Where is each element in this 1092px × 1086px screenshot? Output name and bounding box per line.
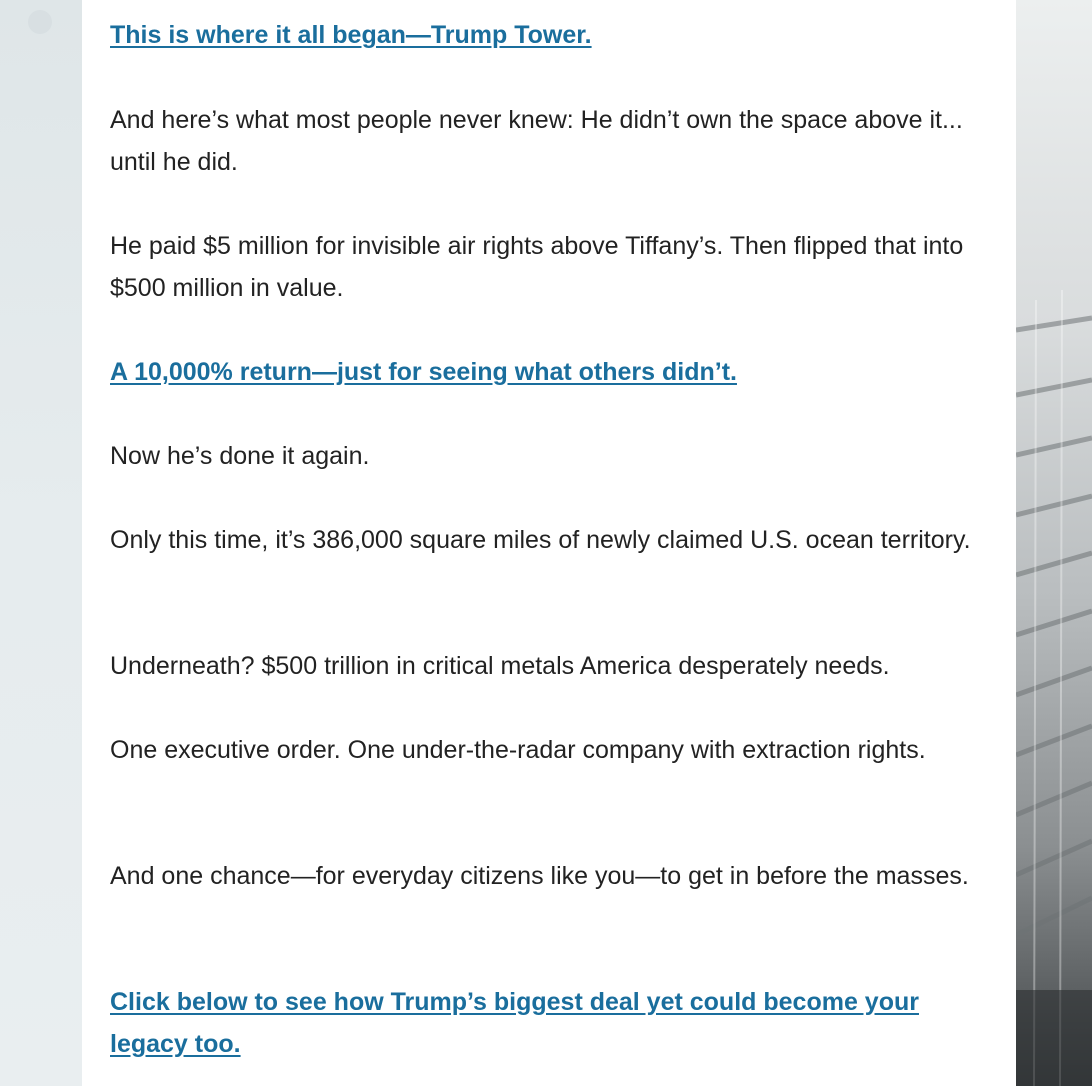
headline-link-block — [110, 14, 990, 56]
background-building-image — [1016, 0, 1092, 1086]
return-link-block — [110, 351, 990, 393]
body-paragraph: And here’s what most people never knew: He didn’t own the space above it... until he did. — [110, 106, 963, 176]
body-paragraph: He paid $5 million for invisible air rights above Tiffany’s. Then flipped that into $500 million in value. — [110, 232, 964, 302]
background-left-panel — [0, 0, 82, 1086]
trump-tower-link[interactable]: This is where it all began—Trump Tower. — [110, 21, 592, 49]
paragraph-executive-order — [110, 729, 990, 771]
body-paragraph: And one chance—for everyday citizens like you—to get in before the masses. — [110, 862, 969, 890]
body-paragraph: Now he’s done it again. — [110, 442, 370, 470]
body-paragraph: One executive order. One under-the-radar company with extraction rights. — [110, 736, 926, 764]
body-paragraph: Only this time, it’s 386,000 square miles of newly claimed U.S. ocean territory. — [110, 526, 971, 554]
paragraph-critical-metals — [110, 645, 990, 687]
paragraph-air-space — [110, 99, 990, 183]
paragraph-ocean-territory — [110, 519, 990, 561]
building-facade-graphic — [1016, 0, 1092, 1086]
paragraph-air-rights — [110, 225, 990, 309]
paragraph-one-chance — [110, 855, 990, 897]
email-body — [82, 0, 1016, 1086]
cta-link-block — [110, 981, 990, 1065]
background-decoration — [28, 10, 52, 34]
paragraph-again — [110, 435, 990, 477]
body-paragraph: Underneath? $500 trillion in critical metals America desperately needs. — [110, 652, 890, 680]
return-link[interactable]: A 10,000% return—just for seeing what others didn’t. — [110, 358, 737, 386]
cta-legacy-link[interactable]: Click below to see how Trump’s biggest deal yet could become your legacy too. — [110, 988, 919, 1058]
